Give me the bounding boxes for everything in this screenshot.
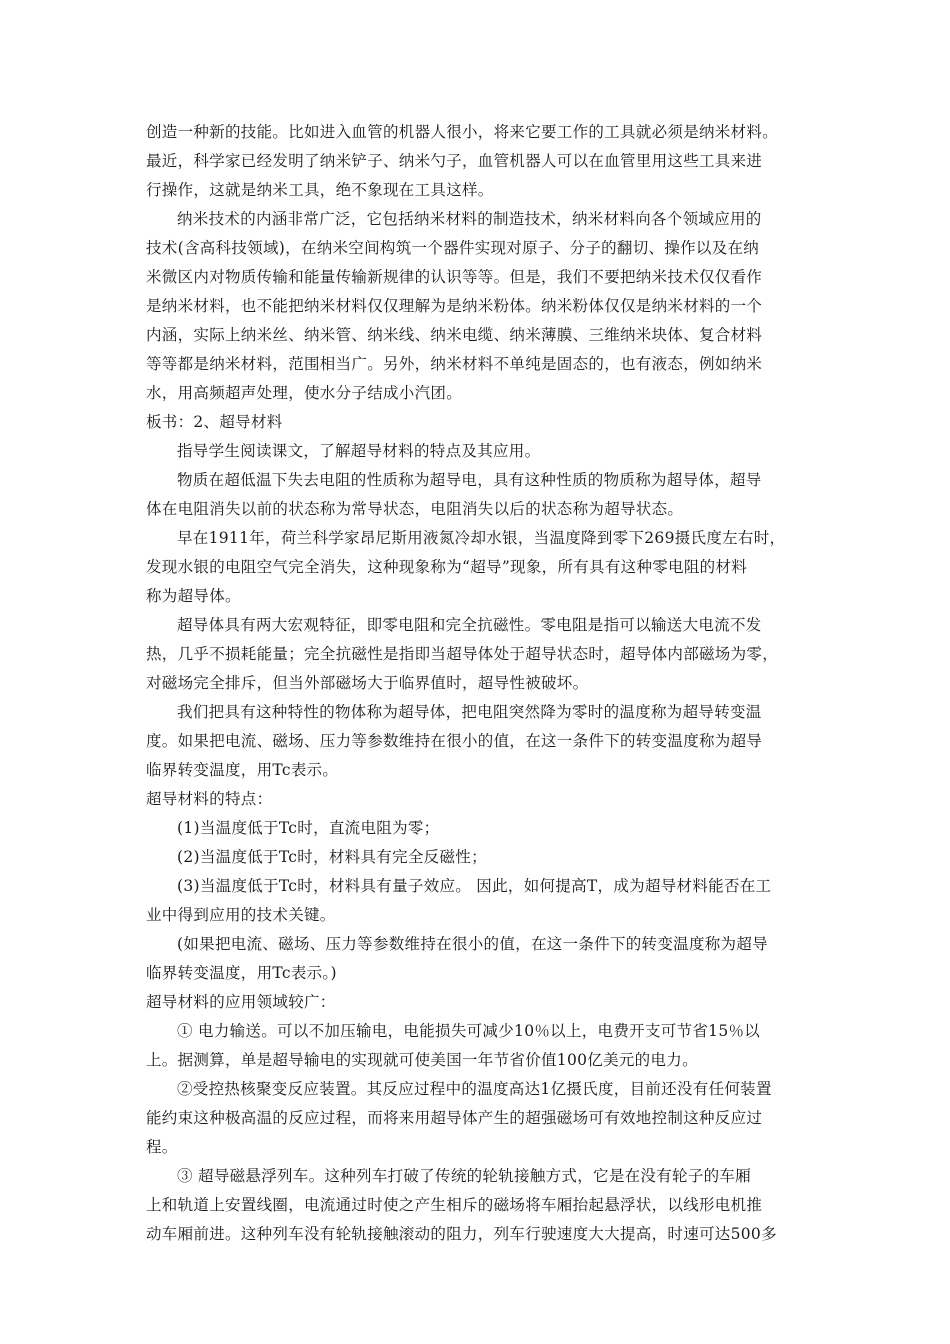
text-line: 是纳米材料，也不能把纳米材料仅仅理解为是纳米粉体。纳米粉体仅仅是纳米材料的一个 xyxy=(146,297,763,315)
text-line: 发现水银的电阻空气完全消失，这种现象称为“超导”现象，所有具有这种零电阻的材料 xyxy=(146,558,748,576)
paragraph-first-line: 超导体具有两大宏观特征，即零电阻和完全抗磁性。零电阻是指可以输送大电流不发 xyxy=(177,616,762,634)
list-item: (1)当温度低于Tc时，直流电阻为零； xyxy=(177,819,440,837)
text-line: 上。据测算，单是超导输电的实现就可使美国一年节省价值100亿美元的电力。 xyxy=(146,1051,698,1069)
text-line: 内涵，实际上纳米丝、纳米管、纳米线、纳米电缆、纳米薄膜、三维纳米块体、复合材料 xyxy=(146,326,763,344)
paragraph-first-line: 纳米技术的内涵非常广泛，它包括纳米材料的制造技术，纳米材料向各个领域应用的 xyxy=(177,210,762,228)
text-line: 上和轨道上安置线圈，电流通过时使之产生相斥的磁场将车厢抬起悬浮状，以线形电机推 xyxy=(146,1196,763,1214)
list-item: (3)当温度低于Tc时，材料具有量子效应。 因此，如何提高T，成为超导材料能否在工 xyxy=(177,877,772,895)
text-line: 动车厢前进。这种列车没有轮轨接触滚动的阻力，列车行驶速度大大提高，时速可达500多 xyxy=(146,1225,777,1243)
paragraph-first-line: (如果把电流、磁场、压力等参数维持在很小的值，在这一条件下的转变温度称为超导 xyxy=(177,935,768,953)
list-item: ③ 超导磁悬浮列车。这种列车打破了传统的轮轨接触方式，它是在没有轮子的车厢 xyxy=(177,1167,752,1185)
paragraph-first-line: 早在1911年，荷兰科学家昂尼斯用液氮冷却水银，当温度降到零下269摄氏度左右时， xyxy=(177,529,786,547)
subheading: 超导材料的特点： xyxy=(146,790,273,808)
text-line: 程。 xyxy=(146,1138,178,1156)
text-line: 热，几乎不损耗能量；完全抗磁性是指即当超导体处于超导状态时，超导体内部磁场为零， xyxy=(146,645,779,663)
text-line: 对磁场完全排斥，但当外部磁场大于临界值时，超导性被破坏。 xyxy=(146,674,589,692)
list-item: ②受控热核聚变反应装置。其反应过程中的温度高达1亿摄氏度，目前还没有任何装置 xyxy=(177,1080,772,1098)
text-line: 业中得到应用的技术关键。 xyxy=(146,906,336,924)
paragraph-first-line: 指导学生阅读课文，了解超导材料的特点及其应用。 xyxy=(177,442,541,460)
subheading: 超导材料的应用领域较广： xyxy=(146,993,336,1011)
text-line: 称为超导体。 xyxy=(146,587,241,605)
list-item: ① 电力输送。可以不加压输电，电能损失可减少10％以上，电费开支可节省15％以 xyxy=(177,1022,761,1040)
text-line: 能约束这种极高温的反应过程，而将来用超导体产生的超强磁场可有效地控制这种反应过 xyxy=(146,1109,763,1127)
text-line: 米微区内对物质传输和能量传输新规律的认识等等。但是，我们不要把纳米技术仅仅看作 xyxy=(146,268,763,286)
text-line: 临界转变温度，用Tc表示。 xyxy=(146,761,339,779)
text-line: 最近，科学家已经发明了纳米铲子、纳米勺子，血管机器人可以在血管里用这些工具来进 xyxy=(146,152,763,170)
text-line: 行操作，这就是纳米工具，绝不象现在工具这样。 xyxy=(146,181,494,199)
paragraph-first-line: 物质在超低温下失去电阻的性质称为超导电，具有这种性质的物质称为超导体，超导 xyxy=(177,471,762,489)
text-line: 体在电阻消失以前的状态称为常导状态，电阻消失以后的状态称为超导状态。 xyxy=(146,500,684,518)
text-line: 创造一种新的技能。比如进入血管的机器人很小，将来它要工作的工具就必须是纳米材料。 xyxy=(146,123,779,141)
text-line: 度。如果把电流、磁场、压力等参数维持在很小的值，在这一条件下的转变温度称为超导 xyxy=(146,732,763,750)
text-line: 临界转变温度，用Tc表示。) xyxy=(146,964,337,982)
list-item: (2)当温度低于Tc时，材料具有完全反磁性； xyxy=(177,848,487,866)
text-line: 技术(含高科技领域)，在纳米空间构筑一个器件实现对原子、分子的翻切、操作以及在纳 xyxy=(146,239,760,257)
text-line: 水，用高频超声处理，使水分子结成小汽团。 xyxy=(146,384,463,402)
section-heading: 板书：2、超导材料 xyxy=(146,413,283,431)
paragraph-first-line: 我们把具有这种特性的物体称为超导体，把电阻突然降为零时的温度称为超导转变温 xyxy=(177,703,762,721)
text-line: 等等都是纳米材料，范围相当广。另外，纳米材料不单纯是固态的，也有液态，例如纳米 xyxy=(146,355,763,373)
